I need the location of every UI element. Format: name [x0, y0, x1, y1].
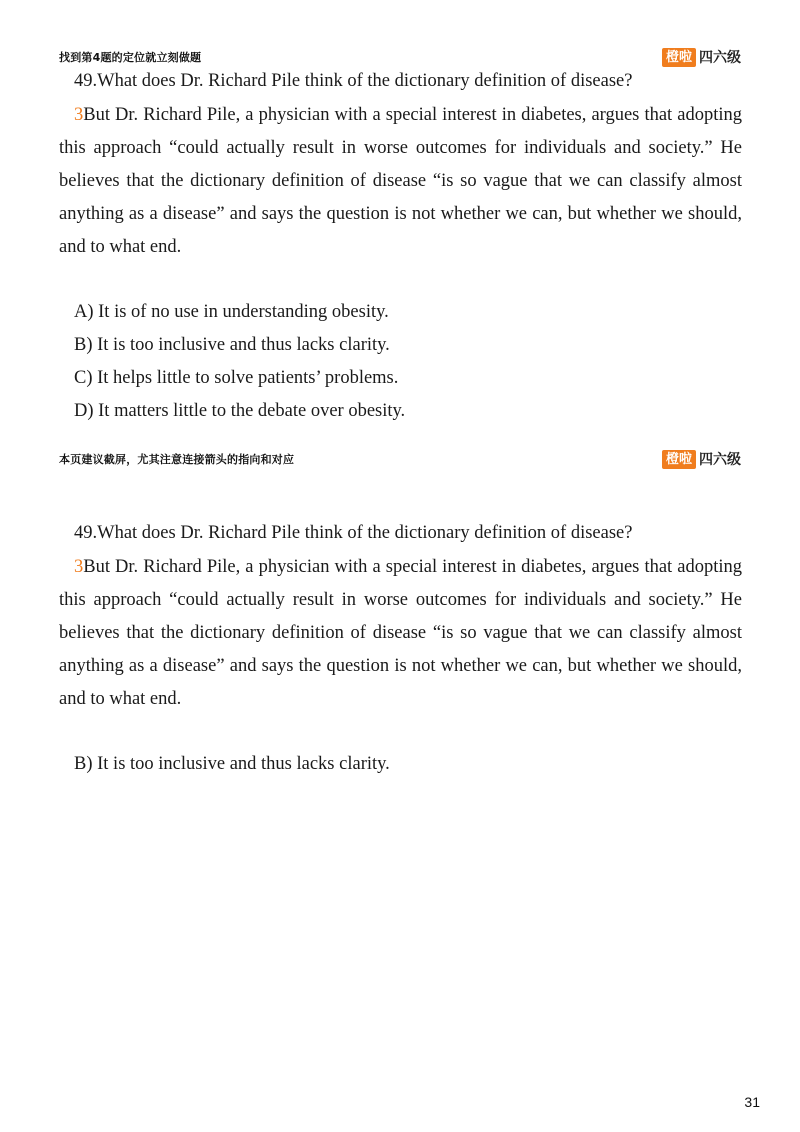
- section1-header-note: 找到第4题的定位就立刻做题: [59, 51, 202, 64]
- page-number: 31: [744, 1094, 760, 1110]
- section1-brand-logo: [662, 47, 741, 67]
- section2-header-note: 本页建议截屏，尤其注意连接箭头的指向和对应: [59, 453, 295, 466]
- section1-passage-paragraph: [59, 99, 742, 264]
- option-d: D) It matters little to the debate over obesity.: [74, 401, 406, 421]
- section2-content: [59, 522, 742, 781]
- section1-header: [59, 46, 741, 68]
- answer-option: B) It is too inclusive and thus lacks clarity.: [74, 754, 390, 774]
- section1-brand-name: 橙啦: [662, 48, 696, 67]
- section2-answer-list: [59, 748, 742, 781]
- section2-header: [59, 448, 741, 470]
- section2-brand-logo: [662, 449, 741, 469]
- option-a: A) It is of no use in understanding obesity.: [74, 302, 389, 322]
- section1-passage-text: But Dr. Richard Pile, a physician with a special interest in diabetes, argues that adopting this approach “could actually result in worse outcomes for individuals and society.” He believes that the dictionary definition of disease “is so vague that we can classify almost anything as a disease” and says the question is not whether we can, but whether we should, and to what end.: [59, 105, 742, 257]
- section1-paragraph-number: 3: [74, 105, 84, 125]
- section1-question: 49.What does Dr. Richard Pile think of the dictionary definition of disease?: [74, 71, 633, 91]
- section2-question: 49.What does Dr. Richard Pile think of the dictionary definition of disease?: [74, 523, 633, 543]
- section1-options-list: [59, 296, 742, 428]
- option-c: C) It helps little to solve patients’ problems.: [74, 368, 399, 388]
- section2-passage-text: But Dr. Richard Pile, a physician with a special interest in diabetes, argues that adopting this approach “could actually result in worse outcomes for individuals and society.” He believes that the dictionary definition of disease “is so vague that we can classify almost anything as a disease” and says the question is not whether we can, but whether we should, and to what end.: [59, 557, 742, 709]
- section1-brand-sub: 四六级: [699, 50, 741, 66]
- section1-content: [59, 70, 742, 428]
- section2-brand-name: 橙啦: [662, 450, 696, 469]
- option-b: B) It is too inclusive and thus lacks clarity.: [74, 335, 390, 355]
- section2-paragraph-number: 3: [74, 557, 84, 577]
- section2-passage-paragraph: [59, 551, 742, 716]
- section2-brand-sub: 四六级: [699, 452, 741, 468]
